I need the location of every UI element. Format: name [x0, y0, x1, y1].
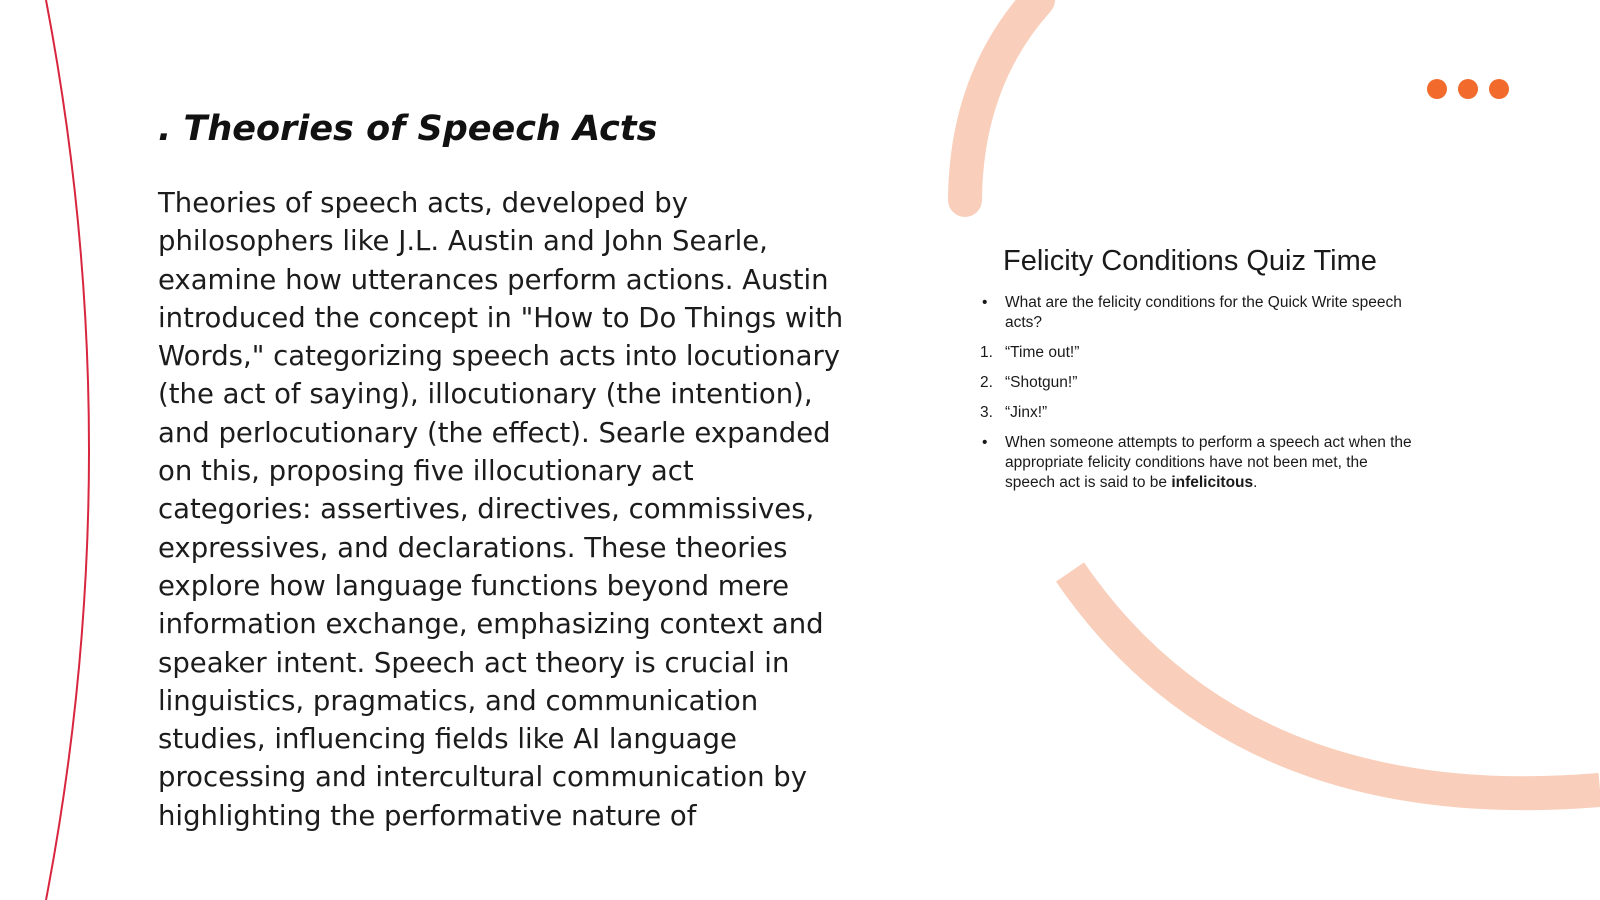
number-marker: 1. [980, 344, 993, 361]
three-dots-icon [1427, 79, 1509, 99]
dot [1458, 79, 1478, 99]
slide-title: . Theories of Speech Acts [158, 109, 658, 149]
quiz-item-text: When someone attempts to perform a speech act when the appropriate felicity conditions have not been met, the speech act is said to be [1005, 434, 1412, 491]
quiz-list [976, 293, 1416, 493]
bullet-marker: • [982, 294, 988, 311]
dot [1427, 79, 1447, 99]
quiz-item-text: “Jinx!” [1005, 404, 1048, 421]
quiz-item-text: “Time out!” [1005, 344, 1080, 361]
quiz-item-suffix: . [1253, 474, 1258, 491]
number-marker: 2. [980, 374, 993, 391]
top-arc [965, 0, 1038, 200]
number-marker: 3. [980, 404, 993, 421]
quiz-item-text: “Shotgun!” [1005, 374, 1078, 391]
quiz-item [976, 403, 1416, 423]
quiz-item [976, 433, 1416, 493]
bullet-marker: • [982, 434, 988, 451]
quiz-item [976, 343, 1416, 363]
bottom-arc [1070, 572, 1600, 793]
quiz-title: Felicity Conditions Quiz Time [1003, 245, 1377, 277]
dot [1489, 79, 1509, 99]
left-border-line [46, 0, 89, 900]
quiz-item [976, 293, 1416, 333]
quiz-item-text: What are the felicity conditions for the Quick Write speech acts? [1005, 294, 1402, 331]
quiz-item [976, 373, 1416, 393]
emphasis-word: infelicitous [1171, 474, 1254, 491]
body-text: Theories of speech acts, developed by philosophers like J.L. Austin and John Searle, examine how utterances perform actions. Austin introduced the concept in "How to Do Things with Words," categorizing speech acts into locutionary (the act of saying), illocutionary (the intention), and perlocutionary (the effect). Searle expanded on this, proposing five illocutionary act categories: assertives, directives, commissives, expressives, and declarations. These theories explore how language functions beyond mere information exchange, emphasizing context and speaker intent. Speech act theory is crucial in linguistics, pragmatics, and communication studies, influencing fields like AI language processing and intercultural communication by highlighting the performative nature of [158, 187, 844, 832]
quiz-panel [976, 243, 1416, 503]
